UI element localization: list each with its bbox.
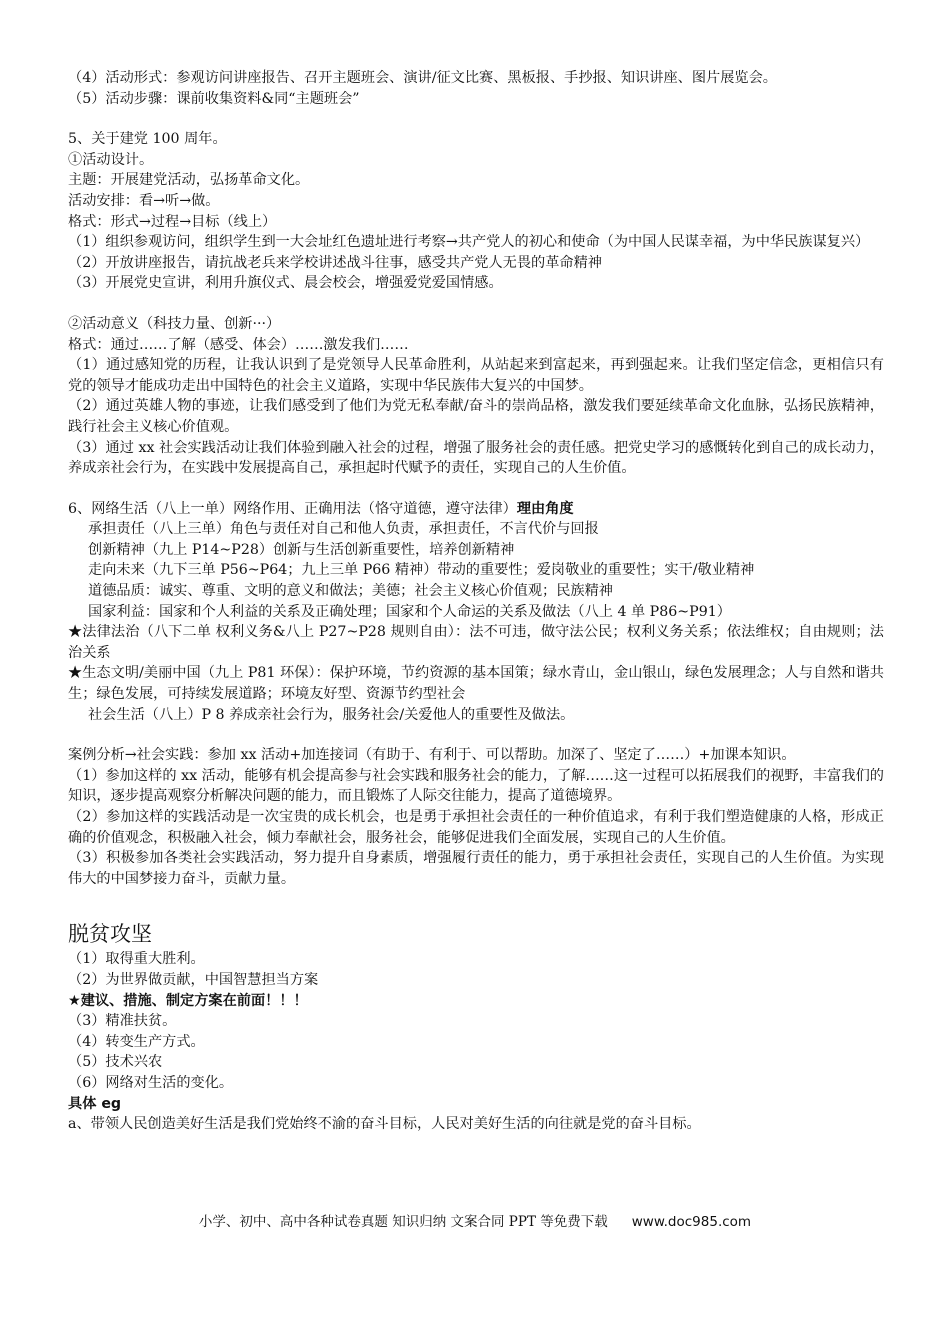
list-item: （3）通过 xx 社会实践活动让我们体验到融入社会的过程，增强了服务社会的责任感。把党史学习的感慨转化到自己的成长动力，养成亲社会行为，在实践中发展提高自己，承担起时代赋予的责任，实现自己的人生价值。 [68, 439, 884, 477]
list-item: （5）技术兴农 [68, 1054, 163, 1071]
list-item: （1）取得重大胜利。 [68, 951, 205, 968]
section-6-title-bold: 理由角度 [516, 500, 574, 517]
indented-item: 道德品质：诚实、尊重、文明的意义和做法；美德；社会主义核心价值观；民族精神 [88, 583, 613, 600]
ecology-star-item: ★生态文明/美丽中国（九上 P81 环保）：保护环境，节约资源的基本国策；绿水青山，金山银山，绿色发展理念；人与自然和谐共生；绿色发展，可持续发展道路；环境友好型、资源节约型社会 [68, 665, 884, 703]
list-item: （4）转变生产方式。 [68, 1033, 205, 1050]
list-item: （1）参加这样的 xx 活动，能够有机会提高参与社会实践和服务社会的能力，了解……这一过程可以拓展我们的视野，丰富我们的知识，逐步提高观察分析解决问题的能力，而且锻炼了人际交往能力，提高了道德境界。 [68, 767, 884, 805]
section-6-title [68, 499, 884, 520]
list-item: （2）参加这样的实践活动是一次宝贵的成长机会，也是勇于承担社会责任的一种价值追求，有利于我们塑造健康的人格，形成正确的价值观念，积极融入社会，倾力奉献社会，服务社会，能够促进我们全面发展，实现自己的人生价值。 [68, 809, 884, 846]
arrangement-line: 活动安排：看→听→做。 [68, 192, 220, 209]
theme-line: 主题：开展建党活动，弘扬革命文化。 [68, 172, 310, 189]
indented-item: 创新精神（九上 P14~P28）创新与生活创新重要性，培养创新精神 [88, 541, 515, 558]
activity-steps-line: （5）活动步骤：课前收集资料&同“主题班会” [68, 90, 360, 107]
list-item: （3）开展党史宣讲，利用升旗仪式、晨会校会，增强爱党爱国情感。 [68, 275, 503, 292]
list-item: （3）积极参加各类社会实践活动，努力提升自身素质，增强履行责任的能力，勇于承担社会责任，实现自己的人生价值。为实现伟大的中国梦接力奋斗，贡献力量。 [68, 850, 884, 887]
footer-url[interactable]: www.doc985.com [631, 1214, 752, 1230]
example-label: 具体 eg [68, 1095, 122, 1112]
page-footer [0, 1212, 950, 1232]
activity-design-label: ①活动设计。 [68, 151, 154, 168]
suggestion-star-note: ★建议、措施、制定方案在前面！！！ [68, 992, 308, 1009]
poverty-heading: 脱贫攻坚 [68, 922, 152, 947]
activity-meaning-label: ②活动意义（科技力量、创新···） [68, 315, 281, 332]
list-item: （2）开放讲座报告，请抗战老兵来学校讲述战斗往事，感受共产党人无畏的革命精神 [68, 254, 602, 271]
section-6-title-text: 6、网络生活（八上一单）网络作用、正确用法（恪守道德，遵守法律） [68, 500, 517, 517]
law-star-item: ★法律法治（八下二单 权利义务&八上 P27~P28 规则自由）：法不可违，做守法公民；权利义务关系；依法维权；自由规则；法治关系 [68, 624, 884, 661]
social-life-item: 社会生活（八上）P 8 养成亲社会行为，服务社会/关爱他人的重要性及做法。 [88, 706, 575, 723]
indented-item: 国家利益：国家和个人利益的关系及正确处理；国家和个人命运的关系及做法（八上 4 单 P86~P91） [88, 603, 731, 620]
list-item: （6）网络对生活的变化。 [68, 1074, 234, 1091]
example-a-line: a、带领人民创造美好生活是我们党始终不渝的奋斗目标，人民对美好生活的向往就是党的奋斗目标。 [68, 1116, 701, 1133]
footer-text: 小学、初中、高中各种试卷真题 知识归纳 文案合同 PPT 等免费下载 [198, 1214, 608, 1230]
indented-item: 走向未来（九下三单 P56~P64；九上三单 P66 精神）带动的重要性；爱岗敬业的重要性；实干/敬业精神 [88, 562, 755, 579]
activity-form-line: （4）活动形式：参观访问讲座报告、召开主题班会、演讲/征文比赛、黑板报、手抄报、知识讲座、图片展览会。 [68, 70, 777, 86]
list-item: （1）组织参观访问，组织学生到一大会址红色遗址进行考察→共产党人的初心和使命（为中国人民谋幸福，为中华民族谋复兴） [68, 234, 870, 251]
list-item: （2）通过英雄人物的事迹，让我们感受到了他们为党无私奉献/奋斗的崇尚品格，激发我们要延续革命文化血脉，弘扬民族精神，践行社会主义核心价值观。 [68, 398, 884, 435]
format-line: 格式：形式→过程→目标（线上） [68, 213, 277, 230]
document-body [68, 68, 884, 1135]
list-item: （2）为世界做贡献，中国智慧担当方案 [68, 971, 319, 988]
list-item: （1）通过感知党的历程，让我认识到了是党领导人民革命胜利，从站起来到富起来，再到强起来。让我们坚定信念，更相信只有党的领导才能成功走出中国特色的社会主义道路，实现中华民族伟大复兴的中国梦。 [68, 357, 884, 394]
meaning-format-line: 格式：通过……了解（感受、体会）……激发我们…… [68, 336, 409, 353]
section-5-title: 5、关于建党 100 周年。 [68, 131, 227, 148]
list-item: （3）精准扶贫。 [68, 1013, 177, 1030]
indented-item: 承担责任（八上三单）角色与责任对自己和他人负责，承担责任，不言代价与回报 [88, 521, 599, 538]
case-analysis-intro: 案例分析→社会实践：参加 xx 活动+加连接词（有助于、有利于、可以帮助。加深了、坚定了……）+加课本知识。 [68, 747, 796, 764]
